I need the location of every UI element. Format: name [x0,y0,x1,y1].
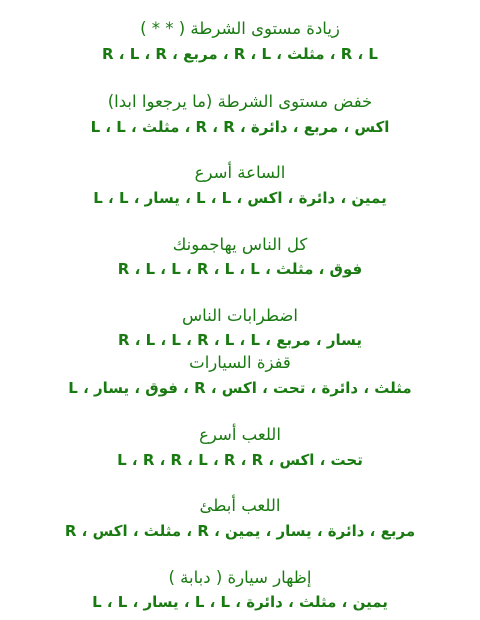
cheat-title: خفض مستوى الشرطة (ما يرجعوا ابدا) [107,92,373,111]
cheat-title: إظهار سيارة ( دبابة ) [168,568,312,587]
cheat-title: قفزة السيارات [189,353,291,372]
cheat-title: اللعب أسرع [199,425,281,444]
cheat-codes: L ، R ، R ، L ، R ، R ، تحت ، اكس [117,451,363,469]
cheat-codes: L ، L ، يسار ، L ، L ، يمين ، مثلث ، دائرة [92,593,388,611]
cheat-title: زيادة مستوى الشرطة ( * * ) [140,19,340,38]
cheat-codes: L ، L ، مثلث ، R ، R ، اكس ، مربع ، دائرة [90,118,390,136]
cheat-codes: R ، مثلث ، اكس ، R ، مربع ، دائرة ، يسار ، يمين [64,522,416,540]
cheat-codes: L ، فوق ، يسار ، R ، مثلث ، دائرة ، تحت ، اكس [68,379,412,397]
cheat-codes: R ، L ، L ، R ، L ، L ، فوق ، مثلث [117,260,363,278]
cheat-title: الساعة أسرع [194,163,286,182]
cheat-title: اللعب أبطئ [199,496,281,515]
cheat-title: كل الناس يهاجمونك [172,235,308,254]
cheat-codes: R ، L ، L ، R ، L ، L ، يسار ، مربع [117,331,362,349]
cheat-title: اضطرابات الناس [182,306,298,325]
cheat-codes: R ، L ، R ، مربع ، R ، L ، مثلث ، R ، L [102,45,378,63]
cheat-codes: L ، L ، يسار ، L ، L ، يمين ، دائرة ، اكس [93,189,387,207]
